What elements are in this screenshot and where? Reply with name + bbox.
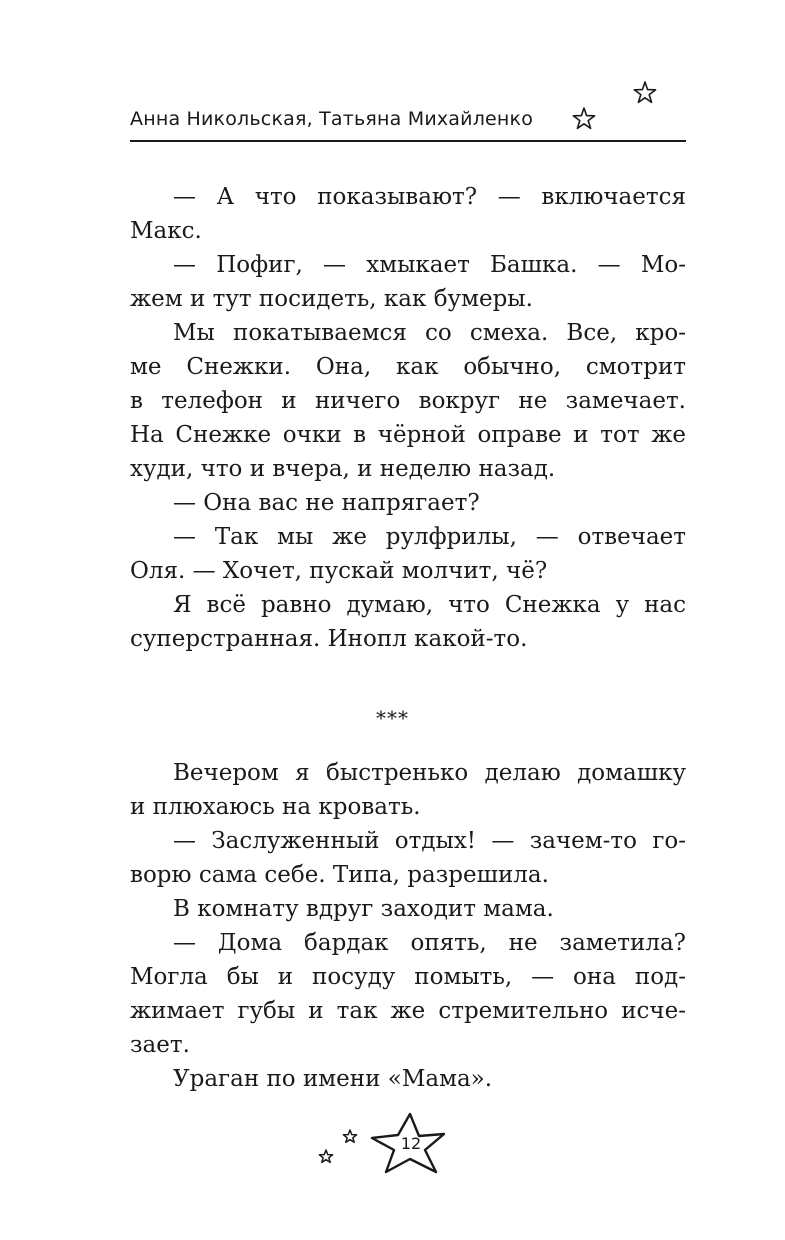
paragraph bbox=[130, 1062, 686, 1096]
text-line: жимает губы и так же стремительно исче- bbox=[130, 998, 686, 1024]
paragraph bbox=[130, 588, 686, 656]
text-line: худи, что и вчера, и неделю назад. bbox=[130, 456, 556, 482]
text-line: Я всё равно думаю, что Снежка у нас bbox=[173, 592, 686, 618]
page-number: 12 bbox=[400, 1134, 422, 1153]
star-icon bbox=[571, 106, 597, 132]
section-separator: *** bbox=[376, 706, 409, 730]
text-line: Вечером я быстренько делаю домашку bbox=[173, 760, 686, 786]
text-line: В комнату вдруг заходит мама. bbox=[173, 896, 554, 922]
text-line: жем и тут посидеть, как бумеры. bbox=[130, 286, 533, 312]
paragraph bbox=[130, 520, 686, 588]
paragraph bbox=[130, 824, 686, 892]
paragraph bbox=[130, 180, 686, 248]
text-line: суперстранная. Инопл какой-то. bbox=[130, 626, 528, 652]
paragraph bbox=[130, 248, 686, 316]
text-block-2 bbox=[130, 756, 686, 1096]
text-block-1 bbox=[130, 180, 686, 656]
paragraph bbox=[130, 892, 686, 926]
paragraph bbox=[130, 316, 686, 486]
paragraph bbox=[130, 486, 686, 520]
text-line: Мы покатываемся со смеха. Все, кро- bbox=[173, 320, 686, 346]
paragraph bbox=[130, 926, 686, 1062]
text-line: и плюхаюсь на кровать. bbox=[130, 794, 421, 820]
text-line: Ураган по имени «Мама». bbox=[173, 1066, 493, 1092]
running-header: Анна Никольская, Татьяна Михайленко bbox=[130, 108, 534, 130]
text-line: Макс. bbox=[130, 218, 202, 244]
paragraph bbox=[130, 756, 686, 824]
text-line: — Дома бардак опять, не заметила? bbox=[173, 930, 686, 956]
text-line: На Снежке очки в чёрной оправе и тот же bbox=[130, 422, 686, 448]
text-line: Оля. — Хочет, пускай молчит, чё? bbox=[130, 558, 548, 584]
text-line: — Заслуженный отдых! — зачем-то го- bbox=[173, 828, 686, 854]
footer-star-icon bbox=[312, 1112, 452, 1178]
star-icon bbox=[319, 1150, 332, 1162]
text-line: — Она вас не напрягает? bbox=[173, 490, 480, 516]
text-line: зает. bbox=[130, 1032, 190, 1058]
header-divider bbox=[130, 140, 686, 142]
text-line: ворю сама себе. Типа, разрешила. bbox=[130, 862, 549, 888]
text-line: — А что показывают? — включается bbox=[173, 184, 686, 210]
text-line: — Пофиг, — хмыкает Башка. — Мо- bbox=[173, 252, 686, 278]
star-icon bbox=[632, 80, 658, 106]
star-icon bbox=[343, 1130, 356, 1142]
text-line: — Так мы же рулфрилы, — отвечает bbox=[173, 524, 686, 550]
text-line: в телефон и ничего вокруг не замечает. bbox=[130, 388, 686, 414]
text-line: ме Снежки. Она, как обычно, смотрит bbox=[130, 354, 686, 380]
text-line: Могла бы и посуду помыть, — она под- bbox=[130, 964, 686, 990]
